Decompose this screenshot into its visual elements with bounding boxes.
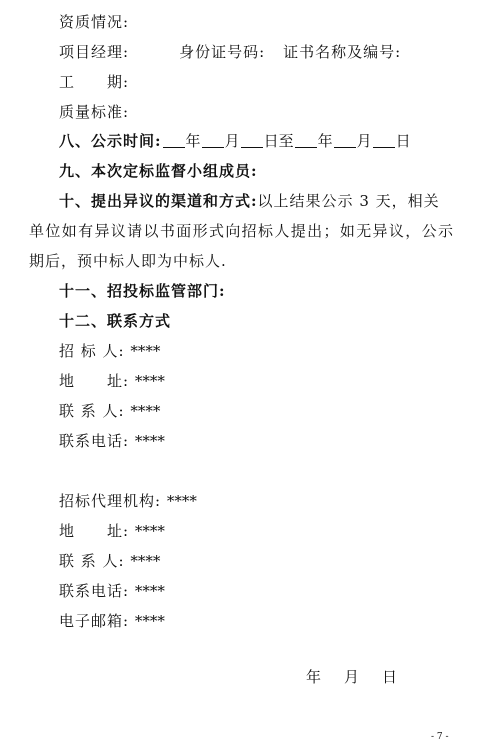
objection-line-3: 期后，预中标人即为中标人.	[29, 252, 227, 270]
contact-heading: 十二、联系方式	[59, 312, 172, 330]
phone-label: 联系电话:	[59, 432, 130, 450]
day-blank	[241, 133, 263, 148]
address-value: ****	[134, 372, 165, 390]
objection-line-2: 单位如有异议请以书面形式向招标人提出；如无异议，公示	[29, 222, 454, 240]
address-row	[59, 371, 165, 391]
agency-contact-value: ****	[130, 552, 161, 570]
tenderer-label: 招 标 人:	[59, 342, 125, 360]
duration-line: 工 期:	[59, 73, 130, 91]
objection-line-1	[59, 191, 440, 211]
quality-standard-line: 质量标准:	[59, 103, 130, 121]
agency-email-row	[59, 611, 165, 631]
month-label: 月	[224, 132, 240, 150]
day-blank-2	[373, 133, 395, 148]
tenderer-row	[59, 341, 160, 361]
day-to-label: 日至	[263, 132, 294, 150]
agency-address-value: ****	[134, 522, 165, 540]
id-number-label: 身份证号码:	[179, 43, 266, 61]
agency-contact-row	[59, 551, 160, 571]
agency-email-label: 电子邮箱:	[59, 612, 130, 630]
year-label: 年	[185, 132, 201, 150]
agency-phone-row	[59, 581, 165, 601]
agency-contact-label: 联 系 人:	[59, 552, 125, 570]
year-blank	[163, 133, 185, 148]
project-manager-label: 项目经理:	[59, 43, 130, 61]
phone-value: ****	[134, 432, 165, 450]
tenderer-value: ****	[130, 342, 161, 360]
address-label: 地 址:	[59, 372, 130, 390]
phone-row	[59, 431, 165, 451]
agency-phone-label: 联系电话:	[59, 582, 130, 600]
supervision-group-heading: 九、本次定标监督小组成员:	[59, 162, 258, 180]
contact-person-label: 联 系 人:	[59, 402, 125, 420]
agency-label: 招标代理机构:	[59, 492, 162, 510]
agency-phone-value: ****	[134, 582, 165, 600]
month-blank-2	[334, 133, 356, 148]
publicity-time-line	[59, 131, 411, 151]
agency-email-value: ****	[134, 612, 165, 630]
agency-address-label: 地 址:	[59, 522, 130, 540]
agency-row	[59, 491, 197, 511]
project-manager-line	[59, 42, 401, 62]
contact-person-row	[59, 401, 160, 421]
agency-address-row	[59, 521, 165, 541]
agency-value: ****	[166, 492, 197, 510]
supervision-dept-heading: 十一、招投标监管部门:	[59, 282, 226, 300]
objection-text-1: 以上结果公示 3 天，相关	[257, 192, 440, 210]
qualification-line: 资质情况:	[59, 13, 130, 31]
signature-date: 年 月 日	[306, 668, 402, 686]
objection-heading: 十、提出异议的渠道和方式:	[59, 192, 258, 210]
year-blank-2	[295, 133, 317, 148]
month-label-2: 月	[356, 132, 372, 150]
year-label-2: 年	[317, 132, 333, 150]
publicity-heading: 八、公示时间:	[59, 132, 162, 150]
contact-person-value: ****	[130, 402, 161, 420]
certificate-label: 证书名称及编号:	[283, 43, 402, 61]
month-blank	[202, 133, 224, 148]
page-number: - 7 -	[431, 732, 449, 742]
day-label-2: 日	[395, 132, 411, 150]
